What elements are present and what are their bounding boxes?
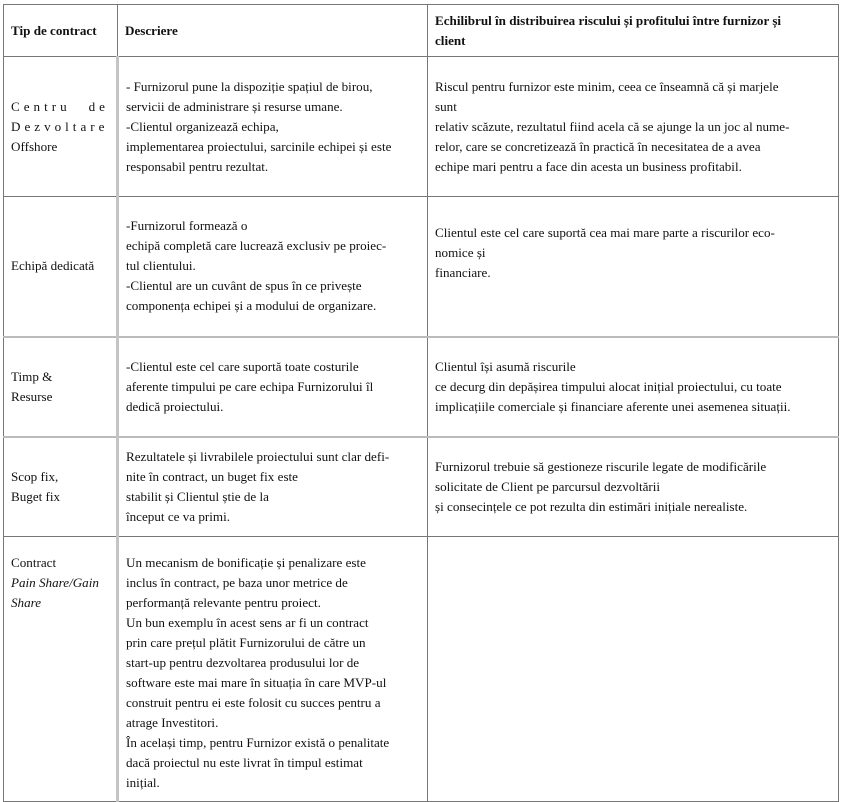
risk-balance-line: relor, care se concretizează în practică în necesitatea de a avea	[435, 138, 761, 154]
risk-balance-line: ce decurg din depășirea timpului alocat inițial proiectului, cu toate	[435, 378, 782, 394]
contract-type-cell	[4, 537, 118, 802]
table-row	[4, 437, 839, 537]
contract-type-cell	[4, 57, 118, 197]
risk-balance-line: financiare.	[435, 265, 491, 280]
description-line: servicii de administrare și resurse umane.	[126, 98, 343, 114]
contract-type-line: Resurse	[11, 388, 53, 404]
risk-balance-line: sunt	[435, 98, 457, 114]
contract-type-cell	[4, 197, 118, 337]
contract-type-cell	[4, 437, 118, 537]
description-cell	[118, 197, 428, 337]
risk-balance-line: Clientul este cel care suportă cea mai mare parte a riscurilor eco-	[435, 225, 775, 240]
header-contract-type-label: Tip de contract	[11, 22, 97, 38]
header-description-label: Descriere	[125, 22, 178, 38]
description-line: dedică proiectului.	[126, 398, 224, 414]
risk-balance-cell	[428, 337, 839, 437]
description-line: responsabil pentru rezultat.	[126, 158, 269, 174]
header-contract-type	[4, 5, 118, 57]
header-risk-balance	[428, 5, 839, 57]
table-header-row	[4, 5, 839, 57]
description-line: -Clientul organizează echipa,	[126, 118, 279, 134]
risk-balance-line: Riscul pentru furnizor este minim, ceea ce înseamnă că și marjele	[435, 78, 779, 94]
contract-type-line: Echipă dedicată	[11, 258, 95, 274]
contract-type-line: Offshore	[11, 138, 58, 154]
risk-balance-cell	[428, 437, 839, 537]
description-line: În același timp, pentru Furnizor există o penalitate	[126, 735, 390, 750]
contract-type-line: Contract	[11, 555, 57, 570]
risk-balance-line: solicitate de Client pe parcursul dezvoltării	[435, 478, 661, 494]
description-cell	[118, 537, 428, 802]
description-line: - Furnizorul pune la dispoziție spațiul de birou,	[126, 78, 373, 94]
risk-balance-cell	[428, 197, 839, 337]
risk-balance-line: echipe mari pentru a face din acesta un business profitabil.	[435, 158, 742, 174]
description-line: Un mecanism de bonificație și penalizare este	[126, 555, 366, 570]
description-line: software este mai mare în situația în care MVP-ul	[126, 675, 387, 690]
description-line: -Furnizorul formează o	[126, 218, 248, 234]
contract-type-line: Buget fix	[11, 488, 61, 504]
risk-balance-line: nomice și	[435, 245, 486, 260]
description-line: start-up pentru dezvoltarea produsului lor de	[126, 655, 360, 670]
contract-type-line: Timp &	[11, 368, 53, 384]
contract-type-cell	[4, 337, 118, 437]
description-line: stabilit și Clientul știe de la	[126, 488, 269, 504]
description-line: dacă proiectul nu este livrat în timpul estimat	[126, 755, 363, 770]
description-line: performanță relevante pentru proiect.	[126, 595, 321, 610]
description-line: tul clientului.	[126, 258, 196, 274]
contract-type-line: Scop fix,	[11, 468, 59, 484]
contract-type-italic-line: Pain Share/Gain	[11, 575, 99, 590]
description-line: -Clientul are un cuvânt de spus în ce privește	[126, 278, 362, 294]
description-line: aferente timpului pe care echipa Furnizorului îl	[126, 378, 374, 394]
table-row	[4, 197, 839, 337]
risk-balance-line: implicațiile comerciale și financiare aferente unei asemenea situații.	[435, 398, 791, 414]
description-line: nite în contract, un buget fix este	[126, 468, 298, 484]
risk-balance-cell	[428, 57, 839, 197]
risk-balance-line: și consecințele ce pot rezulta din estimări inițiale nerealiste.	[435, 498, 748, 514]
description-line: prin care prețul plătit Furnizorului de către un	[126, 635, 366, 650]
table-row	[4, 57, 839, 197]
description-cell	[118, 57, 428, 197]
contract-types-table	[3, 4, 839, 802]
contract-type-italic-line: Share	[11, 595, 42, 610]
header-description	[118, 5, 428, 57]
risk-balance-cell-empty	[428, 537, 839, 802]
risk-balance-line: Furnizorul trebuie să gestioneze riscurile legate de modificările	[435, 458, 767, 474]
table-row	[4, 337, 839, 437]
description-cell	[118, 337, 428, 437]
header-risk-balance-line: Echilibrul în distribuirea riscului și profitului între furnizor și	[435, 12, 782, 28]
contract-type-line: Dezvoltare	[11, 118, 109, 134]
risk-balance-line: Clientul își asumă riscurile	[435, 358, 576, 374]
description-line: implementarea proiectului, sarcinile echipei și este	[126, 138, 392, 154]
description-cell	[118, 437, 428, 537]
header-risk-balance-line: client	[435, 32, 466, 48]
description-line: inclus în contract, pe baza unor metrice de	[126, 575, 348, 590]
description-line: -Clientul este cel care suportă toate costurile	[126, 358, 359, 374]
description-line: componența echipei și a modului de organizare.	[126, 298, 377, 314]
risk-balance-line: relativ scăzute, rezultatul fiind acela că se ajunge la un joc al nume-	[435, 118, 790, 134]
description-line: Un bun exemplu în acest sens ar fi un contract	[126, 615, 369, 630]
contract-type-line: Centru de	[11, 98, 109, 114]
table-row	[4, 537, 839, 802]
description-line: echipă completă care lucrează exclusiv pe proiec-	[126, 238, 387, 254]
description-line: început ce va primi.	[126, 508, 230, 524]
description-line: inițial.	[126, 775, 160, 790]
description-line: construit pentru ei este folosit cu succes pentru a	[126, 695, 381, 710]
description-line: atrage Investitori.	[126, 715, 219, 730]
description-line: Rezultatele și livrabilele proiectului sunt clar defi-	[126, 448, 390, 464]
